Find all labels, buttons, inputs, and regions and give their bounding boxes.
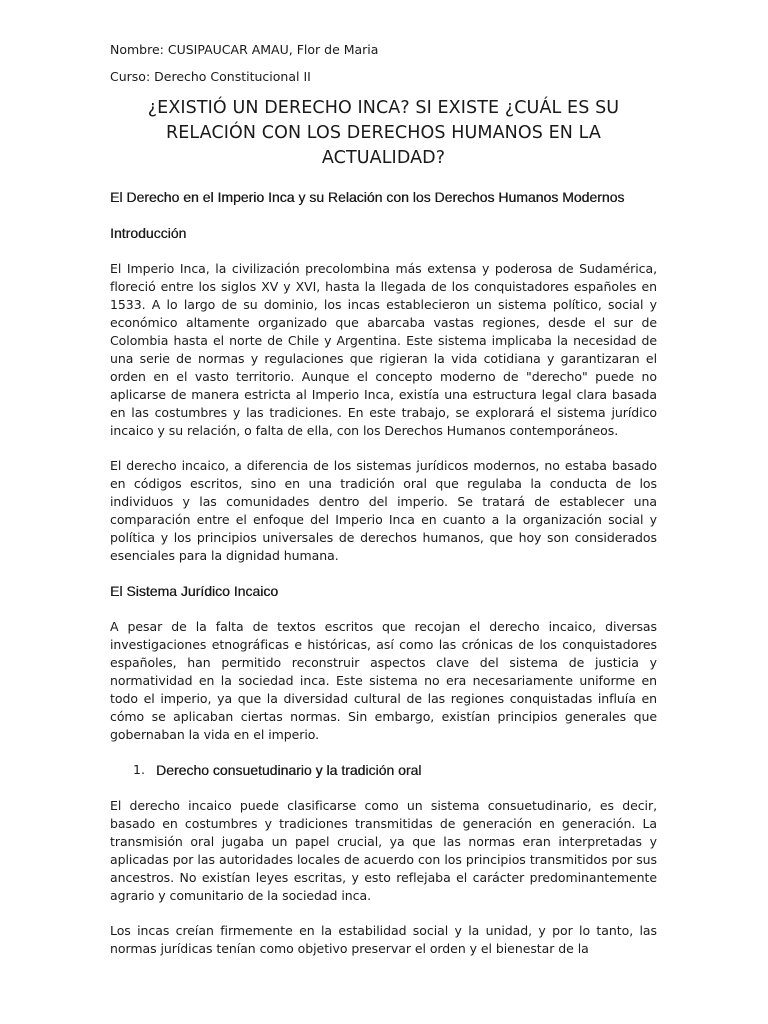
paragraph: Los incas creían firmemente en la estabilidad social y la unidad, y por lo tanto, las normas jurídicas tenían como objetivo preservar el orden y el bienestar de la (110, 923, 657, 956)
section-heading-sistema-juridico: El Sistema Jurídico Incaico (110, 583, 279, 599)
paragraph: El derecho incaico puede clasificarse como un sistema consuetudinario, es decir, basado en costumbres y tradiciones transmitidas de generación en generación. La transmisión oral jugaba un papel crucial, ya que las normas eran interpretadas y aplicadas por las autoridades locales de acuerdo con los principios transmitidos por sus ancestros. No existían leyes escritas, y esto reflejaba el carácter predominantemente agrario y comunitario de la sociedad inca. (110, 798, 657, 903)
list-number: 1. (133, 762, 145, 777)
author-line: Nombre: CUSIPAUCAR AMAU, Flor de Maria (110, 42, 379, 57)
course-line: Curso: Derecho Constitucional II (110, 69, 311, 84)
document-subtitle: El Derecho en el Imperio Inca y su Relación con los Derechos Humanos Modernos (110, 189, 625, 205)
document-title: ¿EXISTIÓ UN DERECHO INCA? SI EXISTE ¿CUÁL ES SU RELACIÓN CON LOS DERECHOS HUMANOS EN LA ACTUALIDAD? (147, 98, 620, 168)
paragraph: A pesar de la falta de textos escritos que recojan el derecho incaico, diversas investigaciones etnográficas e históricas, así como las crónicas de los conquistadores españoles, han permitido reconstruir aspectos clave del sistema de justicia y normatividad en la sociedad inca. Este sistema no era necesariamente uniforme en todo el imperio, ya que la diversidad cultural de las regiones conquistadas influía en cómo se aplicaban ciertas normas. Sin embargo, existían principios generales que gobernaban la vida en el imperio. (110, 619, 657, 742)
paragraph: El Imperio Inca, la civilización precolombina más extensa y poderosa de Sudamérica, floreció entre los siglos XV y XVI, hasta la llegada de los conquistadores españoles en 1533. A lo largo de su dominio, los incas establecieron un sistema político, social y económico altamente organizado que abarcaba vastas regiones, desde el sur de Colombia hasta el norte de Chile y Argentina. Este sistema implicaba la necesidad de una serie de normas y regulaciones que rigieran la vida cotidiana y garantizaran el orden en el vasto territorio. Aunque el concepto moderno de "derecho" puede no aplicarse de manera estricta al Imperio Inca, existía una estructura legal clara basada en las costumbres y las tradiciones. En este trabajo, se explorará el sistema jurídico incaico y su relación, o falta de ella, con los Derechos Humanos contemporáneos. (110, 261, 657, 438)
section-heading-introduccion: Introducción (110, 225, 187, 241)
paragraph: El derecho incaico, a diferencia de los sistemas jurídicos modernos, no estaba basado en códigos escritos, sino en una tradición oral que regulaba la conducta de los individuos y las comunidades dentro del imperio. Se tratará de establecer una comparación entre el enfoque del Imperio Inca en cuanto a la organización social y política y los principios universales de derechos humanos, que hoy son considerados esenciales para la dignidad humana. (110, 458, 657, 563)
numbered-heading (110, 760, 657, 780)
document-page (110, 40, 657, 958)
numbered-heading-text: Derecho consuetudinario y la tradición oral (156, 762, 422, 778)
